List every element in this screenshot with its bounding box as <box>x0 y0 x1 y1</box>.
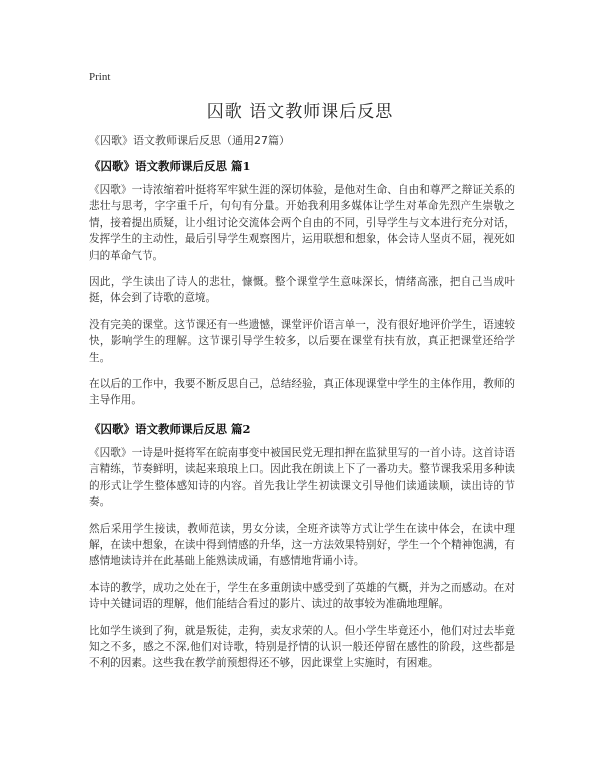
section-heading: 《囚歌》语文教师课后反思 篇2 <box>89 421 251 436</box>
section-2 <box>89 421 515 672</box>
print-label: Print <box>89 71 111 83</box>
document-body <box>89 133 515 682</box>
section-1 <box>89 158 515 409</box>
section-heading: 《囚歌》语文教师课后反思 篇1 <box>89 159 251 173</box>
paragraph: 没有完美的课堂。这节课还有一些遗憾，课堂评价语言单一，没有很好地评价学生，语速较快，影响学生的理解。这节课引导学生较多，以后要在课堂有扶有放，真正把课堂还给学生。 <box>89 318 515 364</box>
paragraph: 本诗的教学，成功之处在于，学生在多重朗读中感受到了英雄的气概，并为之而感动。在对诗中关键词语的理解，他们能结合看过的影片、读过的故事较为准确地理解。 <box>89 581 515 611</box>
document-subtitle: 《囚歌》语文教师课后反思（通用27篇） <box>89 134 290 147</box>
paragraph: 比如学生谈到了狗，就是叛徒，走狗，卖友求荣的人。但小学生毕竟还小，他们对过去毕竟知之不多，感之不深,他们对诗歌，特别是抒情的认识一般还停留在感性的阶段，这些都是不利的因素。这些我在教学前预想得还不够，因此课堂上实施时，有困难。 <box>89 624 515 670</box>
paragraph: 然后采用学生接读，教师范读，男女分读，全班齐读等方式让学生在读中体会，在读中理解，在读中想象，在读中得到情感的升华，这一方法效果特别好，学生一个个精神饱满，有感情地读诗并在此基础上能熟读成诵，有感情地背诵小诗。 <box>89 522 515 568</box>
page-title: 囚歌 语文教师课后反思 <box>206 102 394 122</box>
paragraph: 在以后的工作中，我要不断反思自己，总结经验，真正体现课堂中学生的主体作用，教师的主导作用。 <box>89 378 515 407</box>
paragraph: 《囚歌》一诗是叶挺将军在皖南事变中被国民党无理扣押在监狱里写的一首小诗。这首诗语言精练，节奏鲜明，读起来琅琅上口。因此我在朗读上下了一番功夫。整节课我采用多种读的形式让学生整体感知诗的内容。首先我让学生初读课文引导他们读通读顺，读出诗的节奏。 <box>89 446 515 509</box>
paragraph: 《囚歌》一诗浓缩着叶挺将军牢狱生涯的深切体验，是他对生命、自由和尊严之辩证关系的悲壮与思考，字字重千斤，句句有分量。开始我利用多媒体让学生对革命先烈产生崇敬之情，接着提出质疑，让小组讨论交流体会两个自由的不同，引导学生与文本进行充分对话，发挥学生的主动性，最后引导学生观察图片，运用联想和想象，体会诗人坚贞不屈，视死如归的革命气节。 <box>89 184 515 262</box>
paragraph: 因此，学生读出了诗人的悲壮，慷慨。整个课堂学生意味深长，情绪高涨，把自己当成叶挺，体会到了诗歌的意境。 <box>89 276 515 305</box>
